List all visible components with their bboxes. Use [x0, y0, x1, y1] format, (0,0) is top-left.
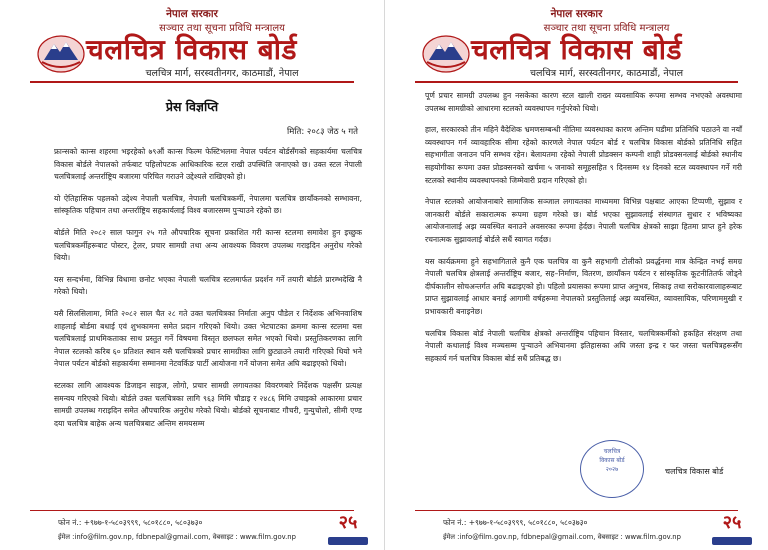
anniversary-number: २५ [338, 512, 358, 533]
stamp-text: २०२७ [605, 466, 619, 473]
paragraph: पूर्ण प्रचार सामग्री उपलब्ध हुन नसकेका कारण स्टल खाली राख्न व्यवसायिक रूपमा सम्भव नभएको अवस्थामा उपलब्ध सामग्रीको आधारमा स्टलको व्यवस्थापन गर्नुपरेको थियो। [425, 91, 742, 113]
anniversary-logo-icon [712, 508, 752, 546]
ministry-label: सञ्चार तथा सूचना प्रविधि मन्त्रालय [159, 23, 285, 34]
ministry-label: सञ्चार तथा सूचना प्रविधि मन्त्रालय [543, 23, 670, 34]
paragraph: यो ऐतिहासिक पहलको उद्देश्य नेपाली चलचित्र, नेपाली चलचित्रकर्मी, नेपालमा चलचित्र छायाँकनको सम्भावना, सांस्कृतिक पहिचान तथा अन्तर्राष्ट्रिय सहकार्यलाई विश्व बजारसम्म पुऱ्याउने रहेको छ। [54, 193, 362, 216]
anniversary-number: २५ [722, 512, 742, 533]
anniversary-logo-icon [328, 508, 368, 546]
paragraph: यस सन्दर्भमा, विभिन्न विधामा छनोट भएका नेपाली चलचित्र स्टलमार्फत प्रदर्शन गर्ने तयारी बोर्डले प्रारम्भदेखि नै गरेको थियो। [54, 274, 362, 297]
document-body-left [54, 146, 362, 439]
government-label: नेपाल सरकार [166, 8, 218, 20]
paragraph: नेपाल स्टलको आयोजनाबारे सामाजिक सञ्जाल लगायतका माध्यममा विभिन्न पक्षबाट आएका टिप्पणी, सुझाव र जानकारी बोर्डले सकारात्मक रूपमा ग्रहण गरेको छ। बोर्ड भएका सुझावलाई संस्थागत सुधार र भविष्यका आयोजनालाई अझ व्यवस्थित बनाउने अवसरका रूपमा हेर्दछ। नेपाली चलचित्र क्षेत्रको साझा हितमा प्राप्त हुने हरेक रचनात्मक सुझावलाई बोर्डले सधैं स्वागत गर्दछ। [425, 197, 742, 244]
footer-phone: फोन नं.: +९७७-१-५८०३९९९, ५८०१८८०, ५८०३७३० [58, 518, 203, 527]
paragraph: बोर्डले मिति २०८२ साल फागुन २५ गते औपचारिक सूचना प्रकाशित गरी कान्स स्टलमा समावेश हुन इच्छुक चलचित्रकर्मीहरूबाट पोस्टर, ट्रेलर, प्रचार सामग्री तथा अन्य आवश्यक विवरण उपलब्ध गराइदिन अनुरोध गरेको थियो। [54, 227, 362, 263]
government-label: नेपाल सरकार [550, 8, 603, 20]
paragraph: फ्रान्सको कान्स शहरमा भइरहेको ७९औं कान्स फिल्म फेस्टिभलमा नेपाल पर्यटन बोर्डसँगको सहकार्यमा चलचित्र विकास बोर्डले नेपालको तर्फबाट पहिलोपटक आधिकारिक स्टल राखी उपस्थिति जनाएको छ। उक्त स्टल नेपाली चलचित्रलाई अन्तर्राष्ट्रिय बजारमा परिचित गराउने उद्देश्यले राखिएको हो। [54, 147, 362, 182]
stamp-text: चलचित्र [603, 448, 621, 455]
footer-divider [415, 510, 738, 511]
stamp-text: विकास बोर्ड [599, 457, 625, 464]
board-address: चलचित्र मार्ग, सरस्वतीनगर, काठमाडौं, नेपाल [529, 68, 684, 79]
official-stamp [580, 440, 644, 498]
letterhead [0, 0, 384, 88]
board-name: चलचित्र विकास बोर्ड [471, 33, 682, 66]
footer-phone: फोन नं.: +९७७-१-५८०३९९९, ५८०१८८०, ५८०३७३० [443, 518, 588, 527]
paragraph: स्टलका लागि आवश्यक डिजाइन साइज, लोगो, प्रचार सामग्री लगायतका विवरणबारे निर्देशक पक्षसँग प्रत्यक्ष समन्वय गरिएको थियो। बोर्डले उक्त चलचित्रका लागि ९६३ मिमि चौडाइ र २४८६ मिमि उचाइको आकारमा प्रचार सामग्री उपलब्ध गराइदिन समेत औपचारिक अनुरोध गरेको थियो। बोर्डको सूचनाबाट गौचरी, गुन्युचोलो, सीमी एण्ड दया चलचित्र बाहेक अन्य चलचित्रबाट अन्तिम समयसम्म [54, 380, 362, 428]
paragraph: यसै सिलसिलामा, मिति २०८२ साल चैत २८ गते उक्त चलचित्रका निर्माता अनुप पौडेल र निर्देशक अभिनवाशिष शाहलाई बोर्डमा बधाई एवं शुभकामना समेत प्रदान गरिएको थियो। उक्त भेटघाटका क्रममा कान्स स्टलमा यस चलचित्रलाई प्राथमिकताका साथ प्रस्तुत गर्ने विषयमा विस्तृत छलफल समेत भएको थियो। प्रस्तुतिकरणका लागि नेपाल स्टलको करिब ६० प्रतिशत स्थान यसै चलचित्रको प्रचार सामग्रीका लागि छुट्याउने तयारी गरिएको थियो भने नेपाल पर्यटन बोर्डको सहकार्यमा सम्मानमा नेटवर्किङ पार्टी आयोजना गर्ने योजना समेत अघि बढाइएको थियो। [54, 308, 362, 369]
signature-label: चलचित्र विकास बोर्ड [665, 467, 724, 476]
paragraph: चलचित्र विकास बोर्ड नेपाली चलचित्र क्षेत्रको अन्तर्राष्ट्रिय पहिचान विस्तार, चलचित्रकर्मीको हकहित संरक्षण तथा नेपाली कथालाई विश्व मञ्चसम्म पुऱ्याउने अभियानमा इतिहासका अघि जस्ता इन्द्र र फर जस्ता चलचित्रहरूसँग सहकार्य गर्न चलचित्र विकास बोर्ड सधैं प्रतिबद्ध छ। [425, 328, 742, 363]
paragraph: हाल, सरकारको तीन महिने वैदेशिक भ्रमणसम्बन्धी नीतिमा व्यवस्थाका कारण अन्तिम घडीमा प्रतिनिधि पठाउने वा नयाँ व्यवस्थापन गर्न व्यावहारिक सीमा रहेको कारणले नेपाल पर्यटन बोर्ड र चलचित्र विकास बोर्डको प्रतिनिधि सहित सहभागीता जनाउन पनि सम्भव रहेन। बेलायतमा रहेको नेपाली प्रोडक्सन कम्पनी शाही प्रोडक्सनलाई बोर्डको स्थानीय सहयोगीका रूपमा उक्त प्रोडक्सनको खर्चमा ५ जनाको समूहसहित ९ दिनसम्म १४ दिनको स्टल व्यवस्थापन गर्ने गरी स्टलको स्थानीय व्यवस्थापनको जिम्मेवारी प्रदान गरिएको हो। [425, 125, 742, 185]
footer [0, 506, 384, 550]
paragraph: यस कार्यक्रममा हुने सहभागिताले कुनै एक चलचित्र वा कुनै सहभागी टोलीको प्रवर्द्धनमा मात्र केन्द्रित नभई समग्र नेपाली चलचित्र क्षेत्रलाई अन्तर्राष्ट्रिय बजार, सह–निर्माण, वितरण, छायाँकन पर्यटन र सांस्कृतिक कूटनीतितर्फ जोड्ने दीर्घकालीन सोचअन्तर्गत अघि बढाइएको हो। पहिलो प्रयासका रूपमा प्राप्त अनुभव, सिकाइ तथा सरोकारवालाहरूबाट प्राप्त सुझावलाई आधार बनाई आगामी वर्षहरूमा नेपालको प्रस्तुतिलाई अझ व्यवस्थित, व्यावसायिक, परिणाममुखी र प्रभावकारी बनाइनेछ। [425, 256, 742, 316]
footer-contact: ईमेल :info@film.gov.np, fdbnepal@gmail.com, वेबसाइट : www.film.gov.np [443, 533, 681, 541]
release-date: मिति: २०८३ जेठ ५ गते [287, 127, 358, 137]
header-divider [415, 81, 738, 83]
footer-contact: ईमेल :info@film.gov.np, fdbnepal@gmail.com, वेबसाइट : www.film.gov.np [58, 533, 296, 541]
header-divider [30, 81, 354, 83]
board-name: चलचित्र विकास बोर्ड [86, 33, 297, 66]
footer [385, 506, 768, 550]
footer-divider [30, 510, 354, 511]
letterhead [385, 0, 768, 88]
board-address: चलचित्र मार्ग, सरस्वतीनगर, काठमाडौं, नेपाल [145, 68, 299, 79]
document-page-right [385, 0, 768, 550]
document-body-right [425, 90, 742, 374]
press-release-title: प्रेस विज्ञप्ति [165, 99, 219, 114]
